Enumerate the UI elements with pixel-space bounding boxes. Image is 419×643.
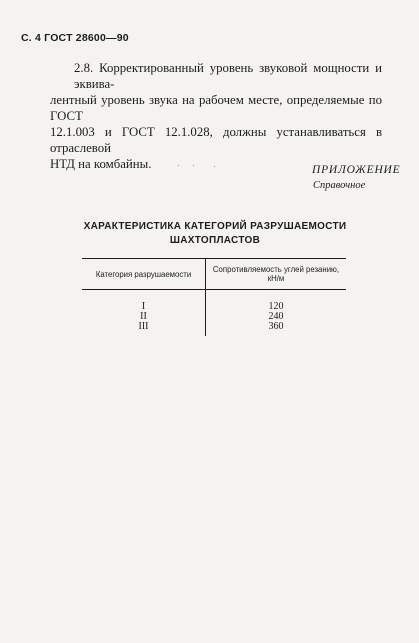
appendix-type: Справочное (313, 180, 366, 191)
category-cell: III (82, 322, 206, 336)
column-header-category: Категория разрушаемости (82, 259, 206, 290)
resistance-cell: 360 (268, 321, 284, 332)
section-title-line: ХАРАКТЕРИСТИКА КАТЕГОРИЙ РАЗРУШАЕМОСТИ (83, 221, 347, 232)
section-title (70, 220, 360, 248)
resistance-cell: 120 (268, 301, 284, 312)
appendix-title: ПРИЛОЖЕНИЕ (312, 164, 401, 176)
table-row (82, 290, 346, 313)
table-row (82, 312, 346, 322)
section-title-line: ШАХТОПЛАСТОВ (169, 235, 261, 246)
paragraph-line: НТД на комбайны. (50, 157, 152, 171)
category-cell: I (82, 290, 206, 313)
resistance-cell: 240 (268, 311, 284, 322)
category-cell: II (82, 312, 206, 322)
column-header-resistance: Сопротивляемость углей резанию, кН/м (206, 259, 347, 290)
paragraph-line: 2.8. Корректированный уровень звуковой мощности и эквива- (74, 61, 382, 91)
page-header: С. 4 ГОСТ 28600—90 (21, 32, 129, 44)
paragraph-line: лентный уровень звука на рабочем месте, определяемые по ГОСТ (50, 93, 382, 123)
clause-2-8-paragraph (50, 60, 382, 172)
table-row (82, 322, 346, 336)
table-header-row (82, 259, 346, 290)
paragraph-line: 12.1.003 и ГОСТ 12.1.028, должны устанавливаться в отраслевой (50, 125, 382, 155)
fracture-category-table (82, 258, 346, 336)
